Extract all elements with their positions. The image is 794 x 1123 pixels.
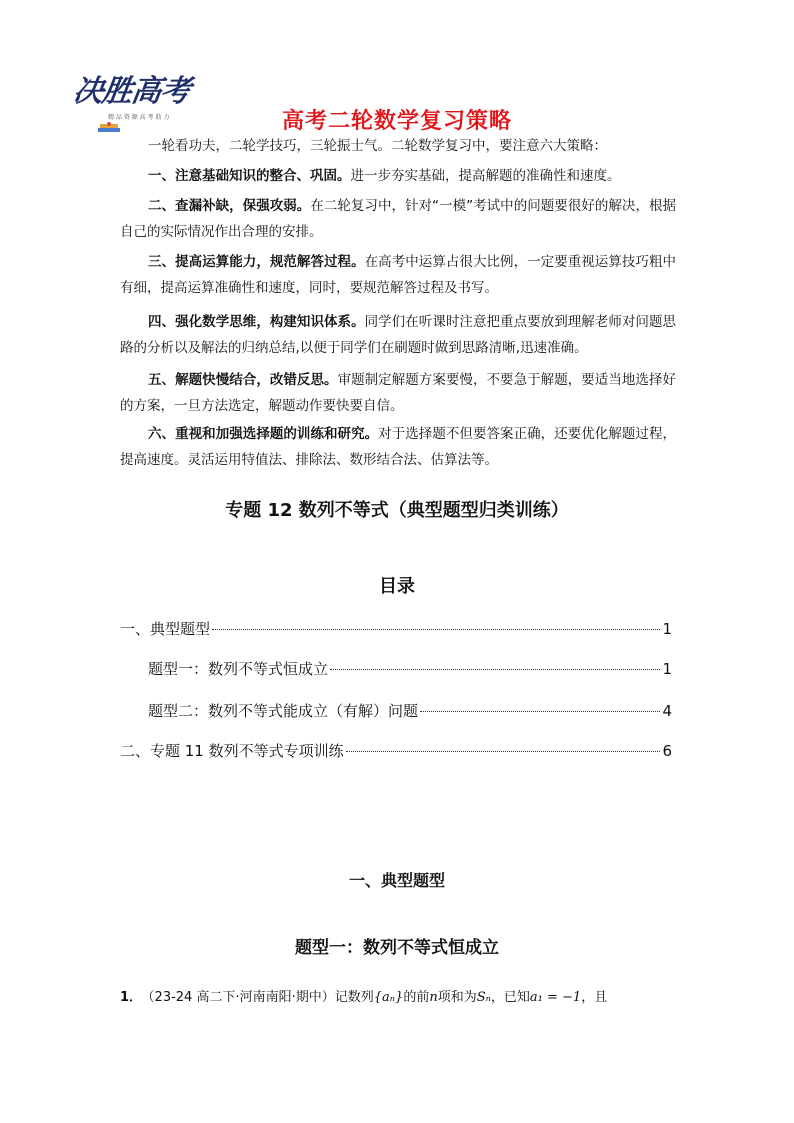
strategy-1-body: 进一步夯实基础，提高解题的准确性和速度。 bbox=[350, 168, 621, 184]
question-text: 记数列 bbox=[334, 990, 374, 1005]
strategy-5-body: 审题制定解题方案要慢，不要急于解题，要适当地选择好的方案，一旦方法选定，解题动作要快要自信。 bbox=[120, 372, 677, 414]
first-term: a₁ = −1 bbox=[529, 990, 582, 1005]
logo-subtext: 精 品 资 源 高 考 助 力 bbox=[108, 114, 170, 121]
strategy-3 bbox=[120, 249, 676, 301]
toc-leader-dots bbox=[346, 751, 661, 752]
sequence-symbol: {aₙ} bbox=[373, 990, 404, 1005]
strategy-3-head: 三、提高运算能力，规范解答过程。 bbox=[148, 254, 365, 270]
intro-paragraph: 一轮看功夫，二轮学技巧，三轮振士气。二轮数学复习中，要注意六大策略： bbox=[148, 138, 607, 154]
strategy-6-head: 六、重视和加强选择题的训练和研究。 bbox=[148, 426, 379, 442]
toc-entry[interactable] bbox=[148, 700, 672, 721]
toc-leader-dots bbox=[330, 669, 660, 670]
strategy-6-body: 对于选择题不但要答案正确，还要优化解题过程，提高速度。灵活运用特值法、排除法、数形结合法、估算法等。 bbox=[120, 426, 677, 468]
question-text: 项和为 bbox=[437, 990, 477, 1005]
strategy-4-head: 四、强化数学思维，构建知识体系。 bbox=[148, 314, 365, 330]
page-title: 高考二轮数学复习策略 bbox=[281, 109, 512, 134]
topic-title: 专题 12 数列不等式（典型题型归类训练） bbox=[225, 500, 569, 521]
strategy-2 bbox=[120, 193, 676, 245]
question-text: 的前 bbox=[403, 990, 430, 1005]
toc-leader-dots bbox=[420, 711, 660, 712]
toc-title: 目录 bbox=[379, 576, 415, 597]
strategy-6 bbox=[120, 421, 676, 473]
toc-entry[interactable] bbox=[148, 658, 672, 679]
strategy-5-head: 五、解题快慢结合，改错反思。 bbox=[148, 372, 338, 388]
question-text: ，且 bbox=[581, 990, 608, 1005]
toc-entry-page: 1 bbox=[662, 660, 672, 678]
question-number: 1． bbox=[120, 990, 143, 1005]
toc-entry[interactable] bbox=[120, 740, 672, 761]
strategy-1-head: 一、注意基础知识的整合、巩固。 bbox=[148, 168, 351, 184]
question-source: （23-24 高二下·河南南阳·期中） bbox=[148, 990, 335, 1005]
sum-symbol: Sₙ bbox=[476, 990, 491, 1005]
question-1 bbox=[120, 986, 607, 1005]
type-title: 题型一：数列不等式恒成立 bbox=[295, 938, 499, 958]
toc-entry-label: 一、典型题型 bbox=[120, 620, 211, 638]
strategy-1 bbox=[120, 163, 676, 189]
variable-n: n bbox=[429, 990, 438, 1005]
strategy-2-head: 二、查漏补缺，保强攻弱。 bbox=[148, 198, 311, 214]
toc-entry-page: 4 bbox=[662, 702, 672, 720]
toc-entry-label: 题型二：数列不等式能成立（有解）问题 bbox=[148, 702, 419, 720]
section-title: 一、典型题型 bbox=[348, 871, 445, 890]
toc-entry-page: 6 bbox=[662, 742, 672, 760]
toc-entry-page: 1 bbox=[662, 620, 672, 638]
strategy-3-body: 在高考中运算占很大比例，一定要重视运算技巧粗中有细，提高运算准确性和速度，同时，要规范解答过程及书写。 bbox=[120, 254, 677, 296]
toc-entry-label: 题型一：数列不等式恒成立 bbox=[148, 660, 329, 678]
strategy-5 bbox=[120, 367, 676, 419]
toc-entry[interactable] bbox=[120, 618, 672, 639]
toc-entry-label: 二、专题 11 数列不等式专项训练 bbox=[120, 742, 344, 760]
question-text: ，已知 bbox=[490, 990, 530, 1005]
logo-text: 决胜高考 bbox=[71, 74, 192, 109]
strategy-4-body: 同学们在听课时注意把重点要放到理解老师对问题思路的分析以及解法的归纳总结,以便于同学们在刷题时做到思路清晰,迅速准确。 bbox=[120, 314, 677, 356]
strategy-2-body: 在二轮复习中，针对“一模”考试中的问题要很好的解决，根据自己的实际情况作出合理的安排。 bbox=[120, 198, 676, 240]
toc-leader-dots bbox=[212, 629, 660, 630]
strategy-4 bbox=[120, 309, 676, 361]
